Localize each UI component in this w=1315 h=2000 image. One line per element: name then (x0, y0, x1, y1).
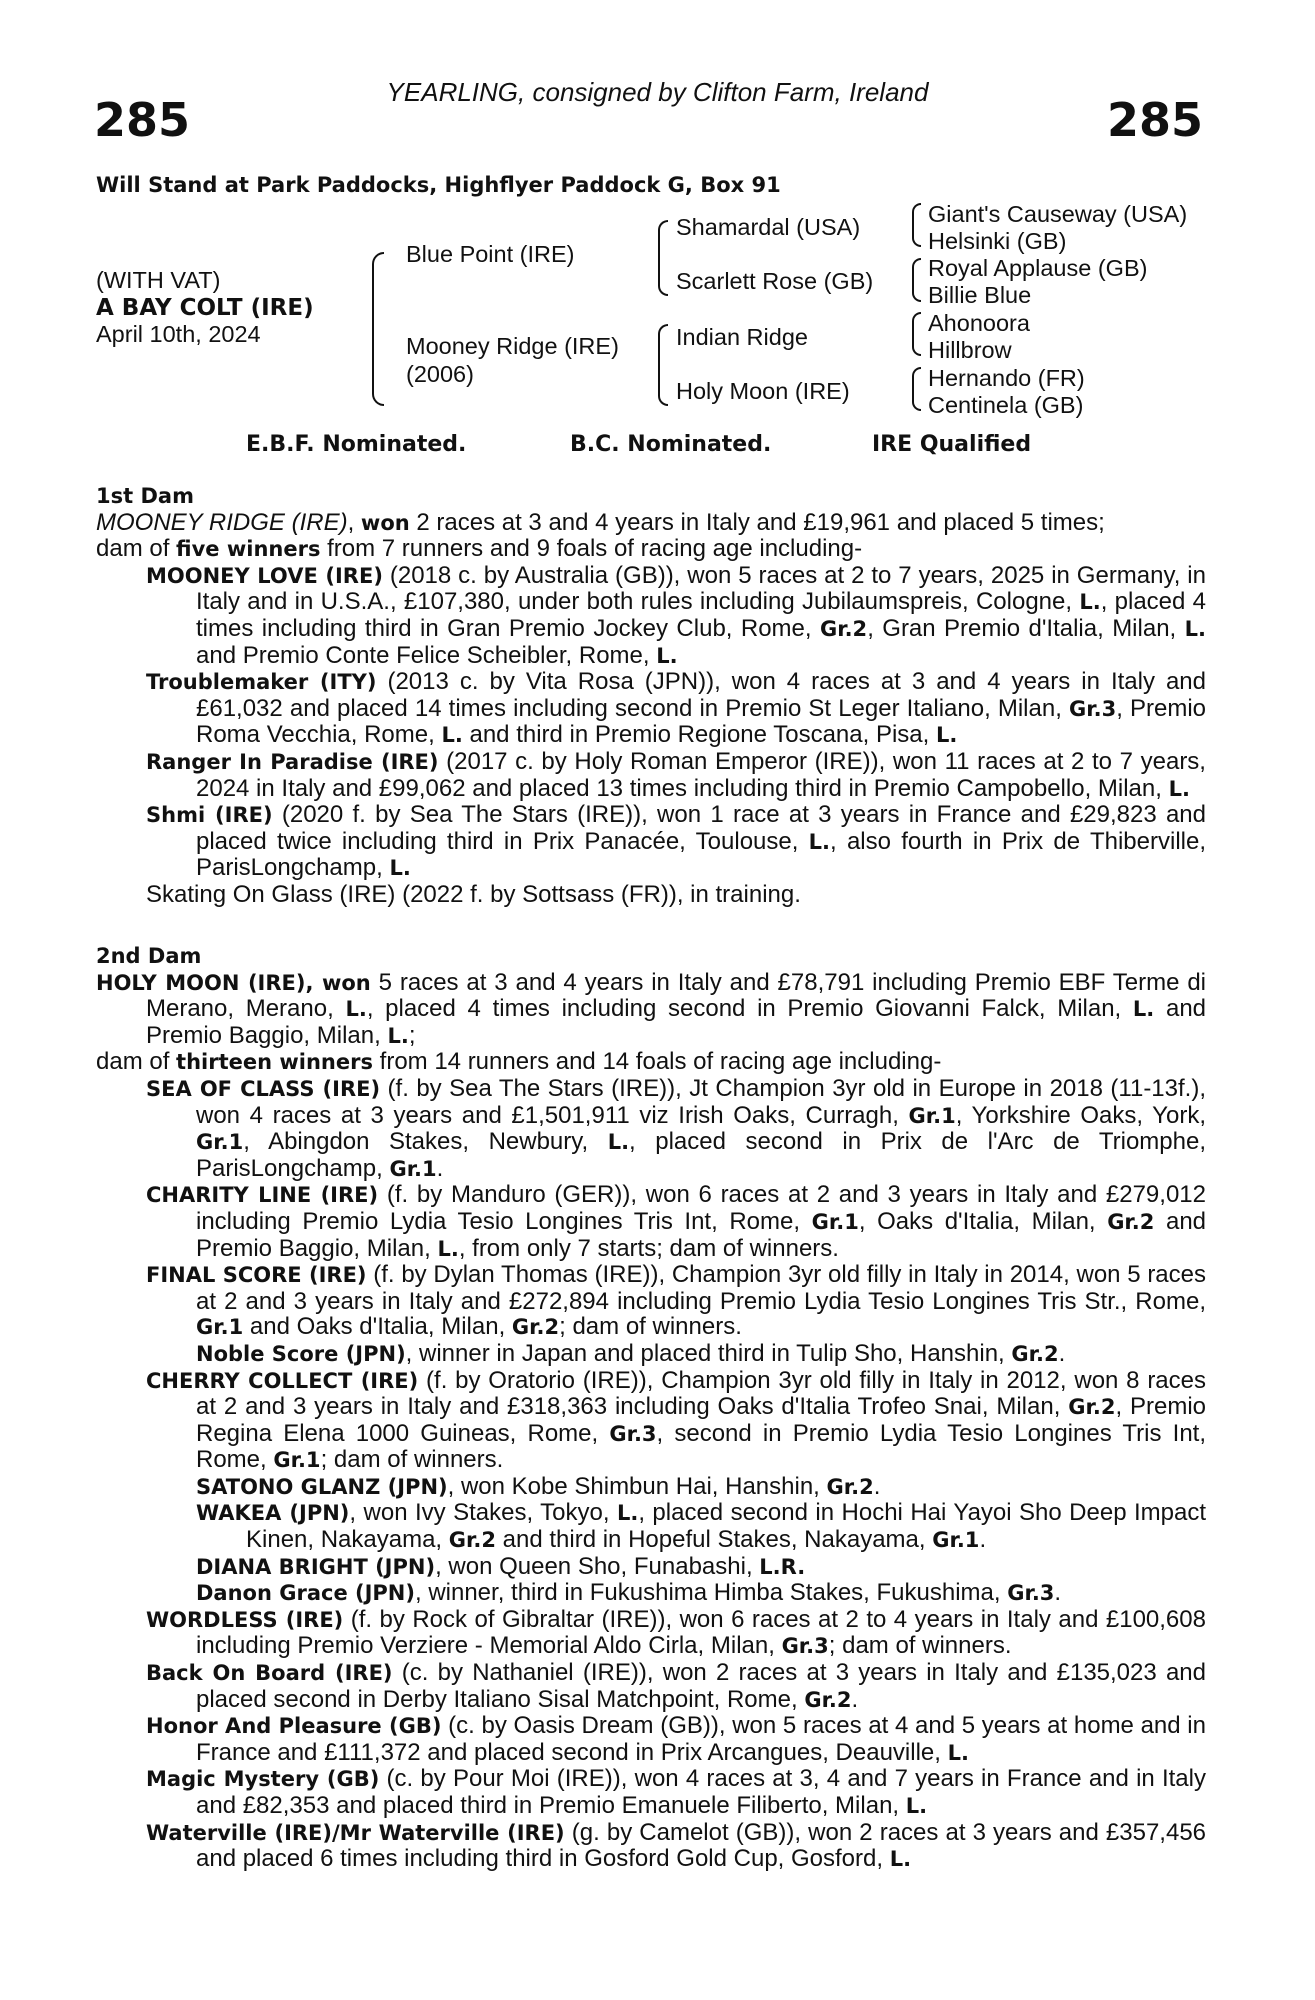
list-item: Skating On Glass (IRE) (2022 f. by Sottsass (FR)), in training. (146, 880, 801, 908)
first-dam-record: MOONEY RIDGE (IRE), won 2 races at 3 and 4 years in Italy and £19,961 and placed 5 times; (96, 508, 1105, 536)
pedigree-bracket-g3 (912, 312, 921, 356)
consignment-line: YEARLING, consigned by Clifton Farm, Ireland (386, 77, 929, 107)
list-item: SEA OF CLASS (IRE) (f. by Sea The Stars (IRE)), Jt Champion 3yr old in Europe in 2018 (11-13f.), won 4 races at 3 years and £1,501,911 viz Irish Oaks, Curragh, Gr.1, Yorkshire Oaks, York, Gr.1, Abingdon Stakes, Newbury, L., placed second in Prix de l'Arc de Triomphe, ParisLongchamp, Gr.1. (146, 1074, 1207, 1182)
list-item: Honor And Pleasure (GB) (c. by Oasis Dream (GB)), won 5 races at 4 and 5 years at home and in France and £111,372 and placed second in Prix Arcangues, Deauville, L. (146, 1712, 1206, 1766)
lot-number-left: 285 (94, 93, 191, 147)
second-dam-section (96, 944, 1206, 1873)
ebf-nominated: E.B.F. Nominated. (246, 432, 467, 457)
list-item: Ranger In Paradise (IRE) (2017 c. by Holy Roman Emperor (IRE)), won 11 races at 2 to 7 years, 2024 in Italy and £99,062 and placed 13 times including third in Premio Campobello, Milan, L. (146, 747, 1206, 802)
gg-2: Helsinki (GB) (928, 228, 1067, 254)
pedigree-bracket-dam (658, 324, 668, 406)
dam-dam: Holy Moon (IRE) (676, 378, 850, 404)
stand-location: Will Stand at Park Paddocks, Highflyer Paddock G, Box 91 (96, 173, 781, 197)
second-dam-record: HOLY MOON (IRE), won 5 races at 3 and 4 years in Italy and £78,791 including Premio EBF Terme di Merano, Merano, L., placed 4 times including second in Premio Giovanni Falck, Milan, L. and Premio Baggio, Milan, L.; (96, 968, 1207, 1049)
pedigree-bracket-sire (658, 220, 668, 296)
list-item: Noble Score (JPN), winner in Japan and placed third in Tulip Sho, Hanshin, Gr.2. (196, 1339, 1066, 1367)
list-item: Troublemaker (ITY) (2013 c. by Vita Rosa (JPN)), won 4 races at 3 and 4 years in Italy and £61,032 and placed 14 times including second in Premio St Leger Italiano, Milan, Gr.3, Premio Roma Vecchia, Rome, L. and third in Premio Regione Toscana, Pisa, L. (146, 668, 1207, 749)
vat-label: (WITH VAT) (96, 267, 221, 293)
first-dam-heading: 1st Dam (96, 484, 194, 508)
list-item: WORDLESS (IRE) (f. by Rock of Gibraltar (IRE)), won 6 races at 2 to 4 years in Italy and £100,608 including Premio Verziere - Memorial Aldo Cirla, Milan, Gr.3; dam of winners. (146, 1605, 1206, 1660)
list-item: Shmi (IRE) (2020 f. by Sea The Stars (IRE)), won 1 race at 3 years in France and £29,823 and placed twice including third in Prix Panacée, Toulouse, L., also fourth in Prix de Thiberville, ParisLongchamp, L. (146, 801, 1206, 882)
second-dam-heading: 2nd Dam (96, 944, 202, 968)
pedigree-bracket-g1 (912, 203, 921, 247)
pedigree-bracket-main (372, 252, 384, 406)
list-item: SATONO GLANZ (JPN), won Kobe Shimbun Hai, Hanshin, Gr.2. (196, 1472, 881, 1500)
list-item: DIANA BRIGHT (JPN), won Queen Sho, Funabashi, L.R. (196, 1552, 806, 1580)
first-dam-section (96, 484, 1206, 908)
gg-5: Ahonoora (928, 310, 1030, 336)
list-item: Magic Mystery (GB) (c. by Pour Moi (IRE)), won 4 races at 3, 4 and 7 years in France and in Italy and £82,353 and placed third in Premio Emanuele Filiberto, Milan, L. (146, 1765, 1206, 1819)
list-item: MOONEY LOVE (IRE) (2018 c. by Australia (GB)), won 5 races at 2 to 7 years, 2025 in Germany, in Italy and in U.S.A., £107,380, under both rules including Jubilaumspreis, Cologne, L., placed 4 times including third in Gran Premio Jockey Club, Rome, Gr.2, Gran Premio d'Italia, Milan, L. and Premio Conte Felice Scheibler, Rome, L. (146, 561, 1207, 669)
list-item: CHERRY COLLECT (IRE) (f. by Oratorio (IRE)), Champion 3yr old filly in Italy in 2012, won 8 races at 2 and 3 years in Italy and £318,363 including Oaks d'Italia Trofeo Snai, Milan, Gr.2, Premio Regina Elena 1000 Guineas, Rome, Gr.3, second in Premio Lydia Tesio Longines Tris Int, Rome, Gr.1; dam of winners. (146, 1366, 1207, 1474)
dam-year: (2006) (406, 361, 474, 387)
gg-4: Billie Blue (928, 282, 1032, 308)
list-item: Back On Board (IRE) (c. by Nathaniel (IRE)), won 2 races at 3 years in Italy and £135,023 and placed second in Derby Italiano Sisal Matchpoint, Rome, Gr.2. (146, 1659, 1206, 1713)
gg-7: Hernando (FR) (928, 365, 1085, 391)
gg-3: Royal Applause (GB) (928, 255, 1148, 281)
dam: Mooney Ridge (IRE) (406, 333, 619, 359)
ire-qualified: IRE Qualified (872, 432, 1032, 457)
list-item: Waterville (IRE)/Mr Waterville (IRE) (g. by Camelot (GB)), won 2 races at 3 years and £357,456 and placed 6 times including third in Gosford Gold Cup, Gosford, L. (146, 1818, 1207, 1873)
second-dam-produce: dam of thirteen winners from 14 runners and 14 foals of racing age including- (96, 1048, 942, 1076)
lot-number-right: 285 (1106, 93, 1203, 147)
list-item: CHARITY LINE (IRE) (f. by Manduro (GER)), won 6 races at 2 and 3 years in Italy and £279,012 including Premio Lydia Tesio Longines Tris Int, Rome, Gr.1, Oaks d'Italia, Milan, Gr.2 and Premio Baggio, Milan, L., from only 7 starts; dam of winners. (146, 1181, 1207, 1262)
dam-sire: Indian Ridge (676, 324, 808, 350)
list-item: Danon Grace (JPN), winner, third in Fukushima Himba Stakes, Fukushima, Gr.3. (196, 1579, 1062, 1607)
list-item: WAKEA (JPN), won Ivy Stakes, Tokyo, L., placed second in Hochi Hai Yayoi Sho Deep Impact Kinen, Nakayama, Gr.2 and third in Hopeful Stakes, Nakayama, Gr.1. (196, 1499, 1207, 1554)
pedigree-bracket-g2 (912, 258, 921, 302)
sire-sire: Shamardal (USA) (676, 214, 861, 240)
gg-1: Giant's Causeway (USA) (928, 201, 1188, 227)
pedigree-bracket-g4 (912, 367, 921, 411)
first-dam-produce: dam of five winners from 7 runners and 9 foals of racing age including- (96, 535, 863, 563)
gg-8: Centinela (GB) (928, 392, 1084, 418)
bc-nominated: B.C. Nominated. (570, 432, 772, 457)
horse-name: A BAY COLT (IRE) (96, 295, 314, 321)
list-item: FINAL SCORE (IRE) (f. by Dylan Thomas (IRE)), Champion 3yr old filly in Italy in 2014, won 5 races at 2 and 3 years in Italy and £272,894 including Premio Lydia Tesio Longines Tris Str., Rome, Gr.1 and Oaks d'Italia, Milan, Gr.2; dam of winners. (146, 1261, 1207, 1341)
sire-dam: Scarlett Rose (GB) (676, 268, 874, 294)
sire: Blue Point (IRE) (406, 241, 575, 267)
gg-6: Hillbrow (928, 337, 1012, 363)
horse-dob: April 10th, 2024 (96, 321, 261, 347)
